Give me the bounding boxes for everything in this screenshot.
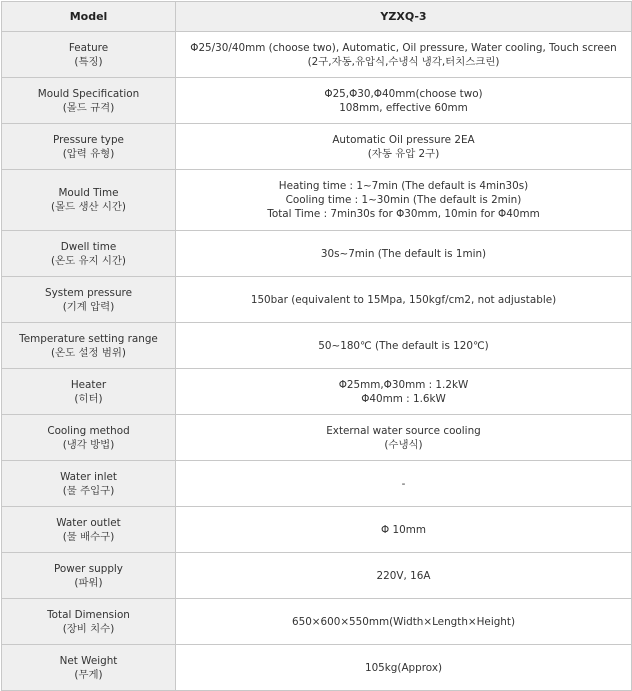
spec-label <box>2 553 176 599</box>
spec-row-feature <box>2 32 632 78</box>
spec-label-line: (온도 유지 시간) <box>51 254 126 267</box>
spec-value <box>176 461 632 507</box>
header-model-name: YZXQ-3 <box>176 2 632 32</box>
spec-value-line: Φ40mm : 1.6kW <box>361 392 446 405</box>
spec-value <box>176 32 632 78</box>
spec-value <box>176 415 632 461</box>
spec-label <box>2 461 176 507</box>
spec-value-line: (자동 유압 2구) <box>367 147 440 160</box>
spec-label-line: Cooling method <box>47 424 130 437</box>
spec-value-line: 650×600×550mm(Width×Length×Height) <box>291 615 516 628</box>
spec-label <box>2 231 176 277</box>
spec-value-line: External water source cooling <box>326 424 481 437</box>
spec-value <box>176 78 632 124</box>
spec-value <box>176 277 632 323</box>
spec-value-line: Automatic Oil pressure 2EA <box>332 133 475 146</box>
spec-label-line: Total Dimension <box>47 608 130 621</box>
spec-label-line: (물 주입구) <box>62 484 115 497</box>
spec-value <box>176 369 632 415</box>
spec-value <box>176 124 632 170</box>
spec-label-line: Power supply <box>54 562 123 575</box>
spec-label-line: Feature <box>68 41 109 54</box>
spec-table <box>1 1 632 691</box>
spec-label <box>2 645 176 691</box>
spec-label <box>2 507 176 553</box>
spec-label <box>2 32 176 78</box>
spec-row-temperature-setting-range <box>2 323 632 369</box>
spec-row-mould-time <box>2 170 632 231</box>
spec-row-total-dimension <box>2 599 632 645</box>
header-model: Model <box>2 2 176 32</box>
spec-row-water-outlet <box>2 507 632 553</box>
spec-value-line: 108mm, effective 60mm <box>339 101 468 114</box>
spec-value-line: 105kg(Approx) <box>364 661 443 674</box>
spec-label <box>2 369 176 415</box>
spec-label <box>2 599 176 645</box>
spec-label <box>2 415 176 461</box>
spec-label <box>2 170 176 231</box>
spec-label-line: Water outlet <box>56 516 121 529</box>
spec-row-heater <box>2 369 632 415</box>
spec-value <box>176 507 632 553</box>
spec-value-line: (2구,자동,유압식,수냉식 냉각,터치스크린) <box>307 55 500 68</box>
spec-value-line: Φ25/30/40mm (choose two), Automatic, Oil pressure, Water cooling, Touch screen <box>190 41 617 54</box>
spec-label-line: (몰드 생산 시간) <box>51 201 126 213</box>
spec-row-cooling-method <box>2 415 632 461</box>
spec-row-power-supply <box>2 553 632 599</box>
spec-value <box>176 231 632 277</box>
spec-label-line: (몰드 규격) <box>62 101 115 114</box>
spec-value-line: (수냉식) <box>384 438 423 451</box>
spec-label-line: (파워) <box>74 576 103 589</box>
spec-label-line: (물 배수구) <box>62 530 115 543</box>
spec-value <box>176 553 632 599</box>
spec-label-line: (무게) <box>74 668 103 681</box>
spec-value-line: Φ25mm,Φ30mm : 1.2kW <box>338 378 469 391</box>
spec-label-line: Mould Time <box>58 187 119 199</box>
spec-row-water-inlet <box>2 461 632 507</box>
spec-value-line: - <box>401 477 406 490</box>
spec-label-line: (히터) <box>74 392 103 405</box>
spec-label-line: System pressure <box>45 286 132 299</box>
spec-label <box>2 323 176 369</box>
spec-row-mould-specification <box>2 78 632 124</box>
spec-value <box>176 170 632 231</box>
spec-value-line: 50~180℃ (The default is 120℃) <box>318 339 489 352</box>
spec-label-line: Mould Specification <box>37 87 140 100</box>
spec-label-line: Temperature setting range <box>19 332 158 345</box>
header-row <box>2 2 632 32</box>
spec-label-line: Net Weight <box>59 654 118 667</box>
spec-label-line: (압력 유형) <box>62 147 115 160</box>
spec-value-line: 220V, 16A <box>376 569 431 582</box>
spec-value <box>176 645 632 691</box>
spec-value-line: Heating time : 1~7min (The default is 4min30s) <box>278 180 529 192</box>
spec-value-line: Φ25,Φ30,Φ40mm(choose two) <box>324 87 483 100</box>
spec-label <box>2 124 176 170</box>
spec-row-dwell-time <box>2 231 632 277</box>
spec-label-line: (장비 치수) <box>62 622 115 635</box>
spec-value-line: 150bar (equivalent to 15Mpa, 150kgf/cm2, not adjustable) <box>250 293 557 306</box>
spec-label-line: Water inlet <box>60 470 117 483</box>
spec-label <box>2 277 176 323</box>
spec-label-line: Heater <box>70 378 107 391</box>
spec-label-line: (기계 압력) <box>62 300 115 313</box>
spec-row-net-weight <box>2 645 632 691</box>
spec-row-system-pressure <box>2 277 632 323</box>
spec-value <box>176 323 632 369</box>
spec-label-line: (냉각 방법) <box>62 438 115 451</box>
spec-label-line: (온도 설정 범위) <box>51 346 126 359</box>
spec-value-line: 30s~7min (The default is 1min) <box>320 247 487 260</box>
spec-label-line: Dwell time <box>60 240 117 253</box>
spec-row-pressure-type <box>2 124 632 170</box>
spec-value-line: Cooling time : 1~30min (The default is 2min) <box>285 194 522 206</box>
spec-value <box>176 599 632 645</box>
spec-value-line: Φ 10mm <box>381 523 426 536</box>
spec-value-line: Total Time : 7min30s for Φ30mm, 10min for Φ40mm <box>267 208 540 220</box>
spec-label <box>2 78 176 124</box>
spec-label-line: (특징) <box>74 55 103 68</box>
spec-label-line: Pressure type <box>53 133 124 146</box>
